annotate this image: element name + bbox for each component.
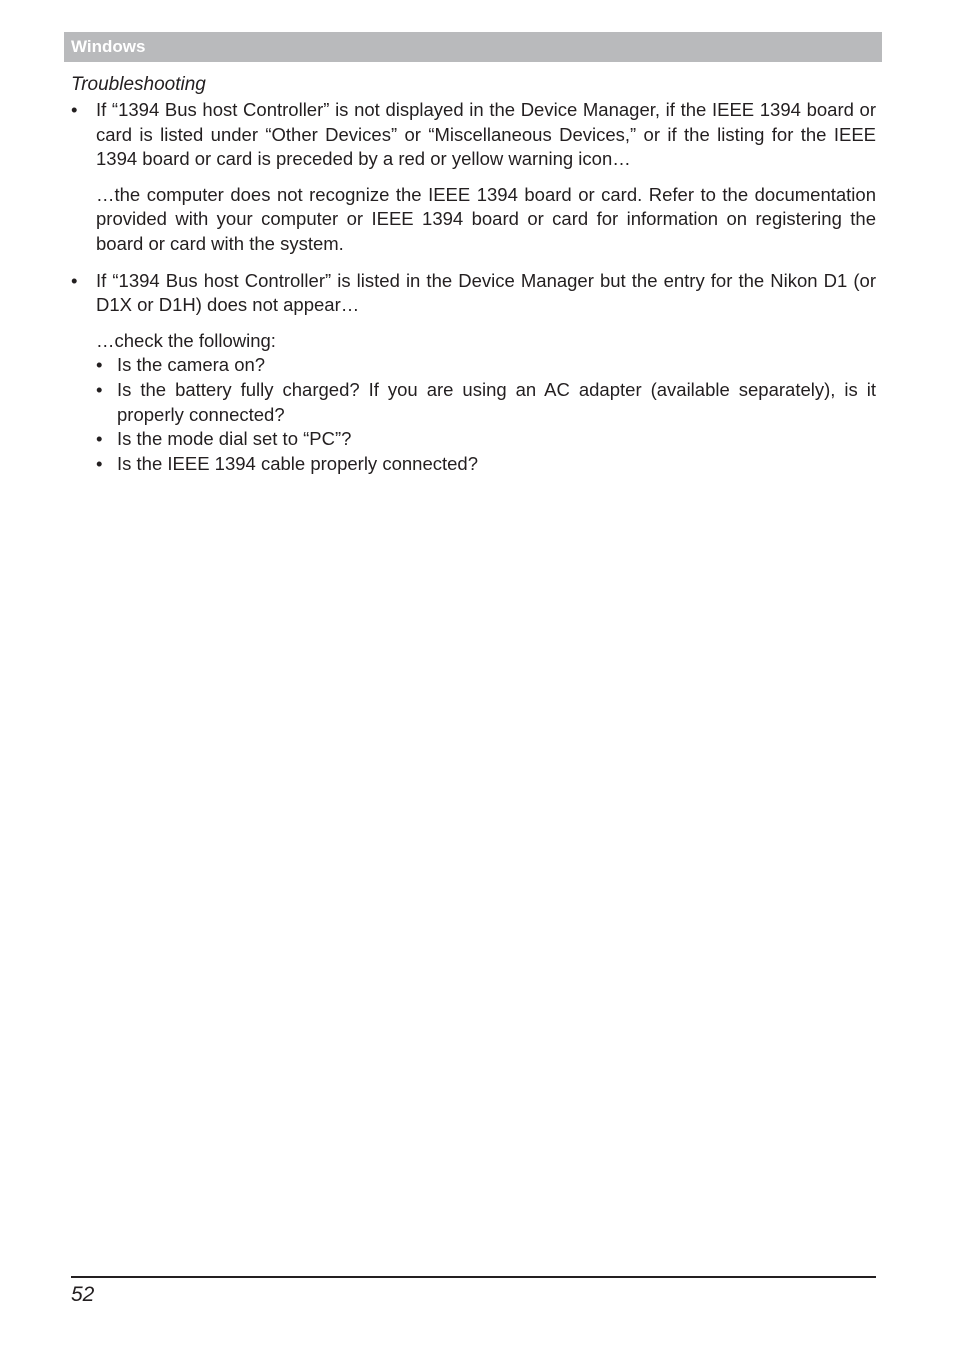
checklist-item-text: Is the IEEE 1394 cable properly connected? (117, 452, 478, 474)
bullet-icon: • (96, 354, 103, 376)
section-title: Troubleshooting (71, 74, 206, 95)
list-item (71, 98, 876, 172)
bullet-icon: • (96, 378, 103, 400)
header-title: Windows (71, 37, 146, 56)
list-item-followup: …the computer does not recognize the IEEE 1394 board or card. Refer to the documentation provided with your computer or IEEE 1394 board or card for information on registering the board or card with the system. (96, 183, 876, 254)
bullet-icon: • (96, 428, 103, 450)
bullet-icon: • (71, 269, 78, 291)
bullet-icon: • (71, 99, 78, 120)
list-item-followup: …check the following: (96, 329, 276, 351)
main-content (71, 72, 876, 476)
checklist-item (96, 378, 876, 427)
checklist-item-text: Is the camera on? (117, 354, 266, 376)
checklist-item (96, 427, 876, 452)
checklist-item-text: Is the mode dial set to “PC”? (117, 428, 352, 450)
list-item (71, 269, 876, 318)
checklist-item-text: Is the battery fully charged? If you are using an AC adapter (available separately), is it properly connected? (117, 378, 876, 425)
footer-divider (71, 1276, 876, 1278)
bullet-icon: • (96, 452, 103, 474)
header-bar (64, 32, 882, 62)
checklist (96, 353, 876, 476)
checklist-item (96, 452, 876, 477)
list-item-text: If “1394 Bus host Controller” is not displayed in the Device Manager, if the IEEE 1394 board or card is listed under “Other Devices” or “Miscellaneous Devices,” or if the listing for the IEEE 1394 board or card is preceded by a red or yellow warning icon… (96, 99, 876, 170)
checklist-item (96, 353, 876, 378)
page-number: 52 (71, 1283, 95, 1306)
list-item-text: If “1394 Bus host Controller” is listed in the Device Manager but the entry for the Nikon D1 (or D1X or D1H) does not appear… (96, 269, 876, 316)
